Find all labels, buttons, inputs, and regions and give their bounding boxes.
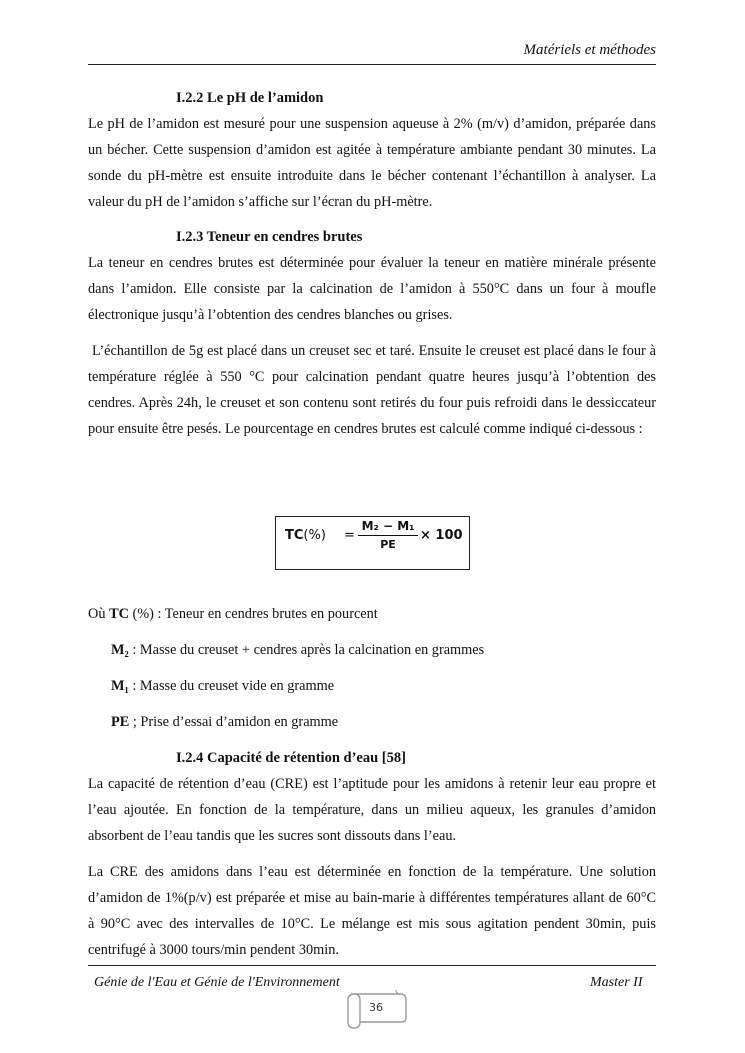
definition-m2-text: : Masse du creuset + cendres après la calcination en grammes (128, 642, 485, 658)
paragraph-ph: Le pH de l’amidon est mesuré pour une suspension aqueuse à 2% (m/v) d’amidon, préparée dans un bécher. Cette suspension d’amidon est agitée à température ambiante pendant 30 minutes. La sonde du pH-mètre est ensuite introduite dans le bécher contenant l’échantillon à analyser. La valeur du pH de l’amidon s’affiche sur l’écran du pH-mètre. (88, 116, 656, 210)
formula-lhs (285, 528, 326, 543)
section-heading-ash: I.2.3 Teneur en cendres brutes (176, 229, 363, 245)
definition-m2-term: M₂ (111, 642, 129, 658)
definition-tc (88, 606, 378, 623)
definition-m1-text: : Masse du creuset vide en gramme (128, 678, 335, 694)
footer-right: Master II (590, 975, 643, 990)
paragraph-water-1: La capacité de rétention d’eau (CRE) est l’aptitude pour les amidons à retenir leur eau propre et l’eau ajoutée. En fonction de la température, dans un milieu aqueux, les granules d’amidon absorbent de l’eau tandis que les sucres sont dissouts dans l’eau. (88, 776, 656, 844)
formula-times-100: × 100 (420, 528, 463, 543)
definition-pe-text: ; Prise d’essai d’amidon en gramme (129, 714, 339, 730)
definition-intro: Où (88, 606, 106, 622)
definition-tc-term: TC (109, 606, 129, 622)
definition-m1-term: M₁ (111, 678, 129, 694)
section-heading-water: I.2.4 Capacité de rétention d’eau [58] (176, 750, 406, 766)
definition-m1 (111, 678, 334, 695)
formula-box (275, 516, 470, 570)
running-header (88, 42, 656, 65)
formula-lhs-unit: (%) (303, 528, 326, 543)
definition-tc-text: (%) : Teneur en cendres brutes en pourcent (128, 606, 378, 622)
footer-rule (88, 965, 656, 966)
paragraph-ash-2: L’échantillon de 5g est placé dans un creuset sec et taré. Ensuite le creuset est placé dans le four à température réglée à 550 °C pour calcination pendant quatre heures jusqu’à l’obtention des cendres. Après 24h, le creuset et son contenu sont retirés du four puis refroidi dans le dessiccateur pour ensuite être pesés. Le pourcentage en cendres brutes est calculé comme indiqué ci-dessous : (88, 343, 656, 437)
definition-pe-term: PE (111, 714, 130, 730)
header-title: Matériels et méthodes (523, 42, 656, 58)
formula-numerator: M₂ − M₁ (358, 519, 418, 536)
formula-lhs-symbol: TC (285, 528, 304, 543)
footer-left: Génie de l'Eau et Génie de l'Environnement (94, 975, 340, 990)
formula-denominator: PE (380, 538, 396, 551)
definition-pe (111, 714, 338, 731)
formula-equals: = (344, 528, 355, 543)
definition-m2 (111, 642, 484, 659)
formula-fraction (358, 519, 418, 551)
page-number: 36 (369, 1001, 383, 1014)
paragraph-ash-1: La teneur en cendres brutes est déterminée pour évaluer la teneur en matière minérale présente dans l’amidon. Elle consiste par la calcination de l’amidon à 550°C dans un four à moufle électronique jusqu’à l’obtention des cendres blanches ou grises. (88, 255, 656, 323)
section-heading-ph: I.2.2 Le pH de l’amidon (176, 90, 324, 106)
paragraph-water-2: La CRE des amidons dans l’eau est déterminée en fonction de la température. Une solution d’amidon de 1%(p/v) est préparée et mise au bain-marie à différentes températures allant de 60°C à 90°C avec des intervalles de 10°C. Le mélange est mis sous agitation pendent 30min, puis centrifugé à 3000 tours/min pendent 30min. (88, 864, 656, 958)
